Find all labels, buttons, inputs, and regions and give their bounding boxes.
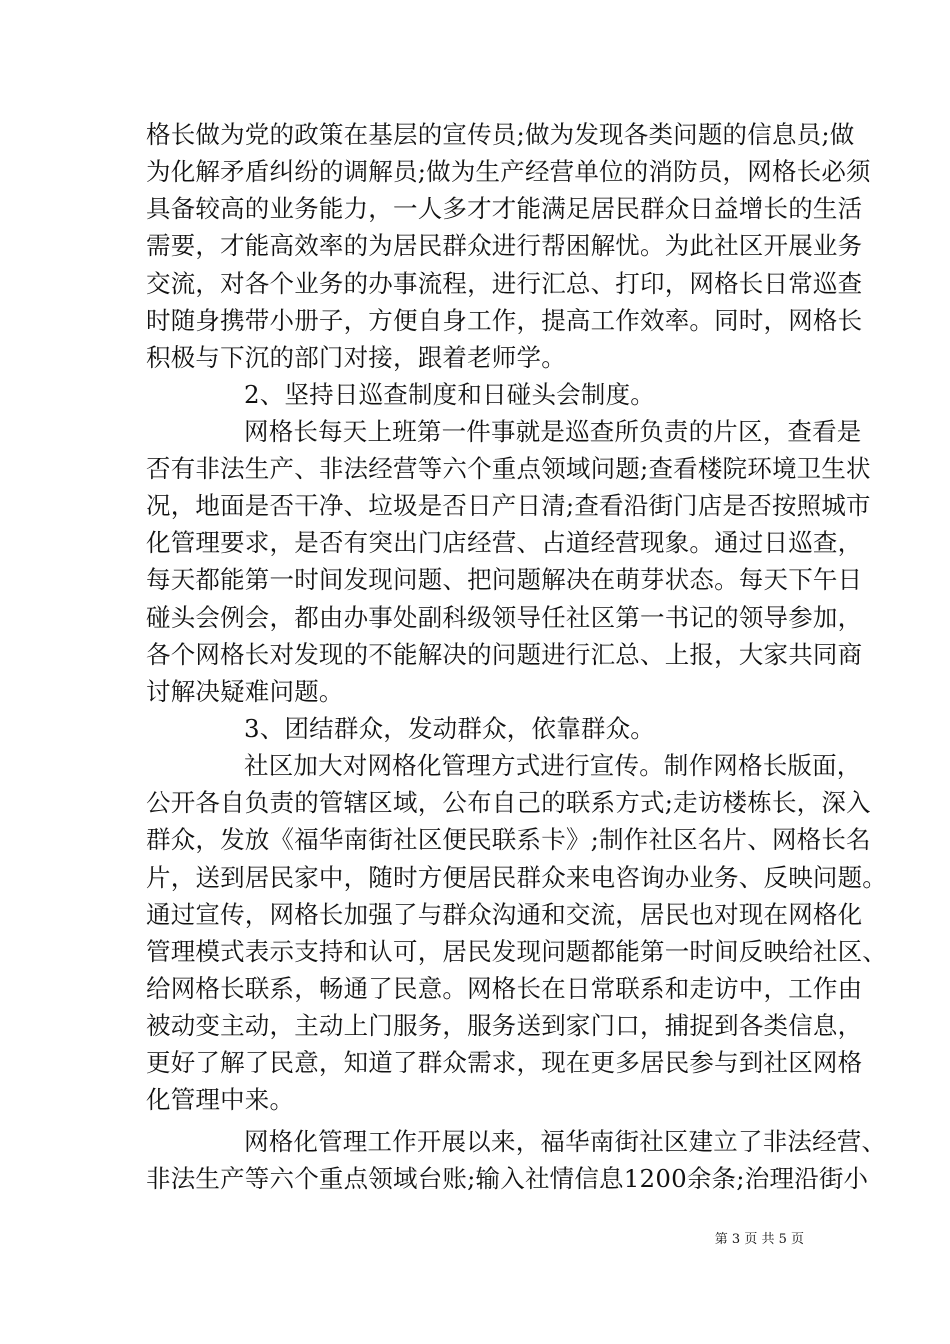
- text-line: 管理模式表示支持和认可，居民发现问题都能第一时间反映给社区、: [146, 937, 887, 966]
- section-heading: 2、坚持日巡查制度和日碰头会制度。: [244, 380, 655, 409]
- text-line: 积极与下沉的部门对接，跟着老师学。: [146, 343, 566, 372]
- text-line: 给网格长联系，畅通了民意。网格长在日常联系和走访中，工作由: [146, 974, 863, 1003]
- text-line: 交流，对各个业务的办事流程，进行汇总、打印，网格长日常巡查: [146, 269, 863, 298]
- text-line: 格长做为党的政策在基层的宣传员;做为发现各类问题的信息员;做: [146, 120, 855, 149]
- text-line: 各个网格长对发现的不能解决的问题进行汇总、上报，大家共同商: [146, 640, 863, 669]
- paragraph-start: 社区加大对网格化管理方式进行宣传。制作网格长版面，: [244, 751, 862, 780]
- text-line: 时随身携带小册子，方便自身工作，提高工作效率。同时，网格长: [146, 306, 863, 335]
- text-line: 更好了解了民意，知道了群众需求，现在更多居民参与到社区网格: [146, 1048, 863, 1077]
- text-line: 讨解决疑难问题。: [146, 677, 344, 706]
- text-line: 公开各自负责的管辖区域，公布自己的联系方式;走访楼栋长，深入: [146, 788, 871, 817]
- text-line: 群众，发放《福华南街社区便民联系卡》;制作社区名片、网格长名: [146, 825, 871, 854]
- paragraph-start: 网格长每天上班第一件事就是巡查所负责的片区，查看是: [244, 417, 862, 446]
- paragraph-start: 网格化管理工作开展以来，福华南街社区建立了非法经营、: [244, 1127, 887, 1156]
- text-line: 况，地面是否干净、垃圾是否日产日清;查看沿街门店是否按照城市: [146, 491, 871, 520]
- text-line: 被动变主动，主动上门服务，服务送到家门口，捕捉到各类信息，: [146, 1011, 863, 1040]
- text-line: 化管理要求，是否有突出门店经营、占道经营现象。通过日巡查，: [146, 528, 863, 557]
- text-line: 每天都能第一时间发现问题、把问题解决在萌芽状态。每天下午日: [146, 565, 863, 594]
- section-heading: 3、团结群众，发动群众，依靠群众。: [244, 714, 655, 743]
- text-line: 非法生产等六个重点领域台账;输入社情信息1200余条;治理沿街小: [146, 1164, 869, 1193]
- page-number-footer: 第 3 页 共 5 页: [714, 1232, 804, 1247]
- text-line: 通过宣传，网格长加强了与群众沟通和交流，居民也对现在网格化: [146, 900, 863, 929]
- text-line: 化管理中来。: [146, 1085, 295, 1114]
- text-line: 为化解矛盾纠纷的调解员;做为生产经营单位的消防员，网格长必须: [146, 157, 871, 186]
- text-line: 否有非法生产、非法经营等六个重点领域问题;查看楼院环境卫生状: [146, 454, 871, 483]
- text-line: 需要，才能高效率的为居民群众进行帮困解忧。为此社区开展业务: [146, 231, 863, 260]
- text-line: 具备较高的业务能力，一人多才才能满足居民群众日益增长的生活: [146, 194, 863, 223]
- text-line: 片，送到居民家中，随时方便居民群众来电咨询办业务、反映问题。: [146, 863, 887, 892]
- text-line: 碰头会例会，都由办事处副科级领导任社区第一书记的领导参加，: [146, 603, 863, 632]
